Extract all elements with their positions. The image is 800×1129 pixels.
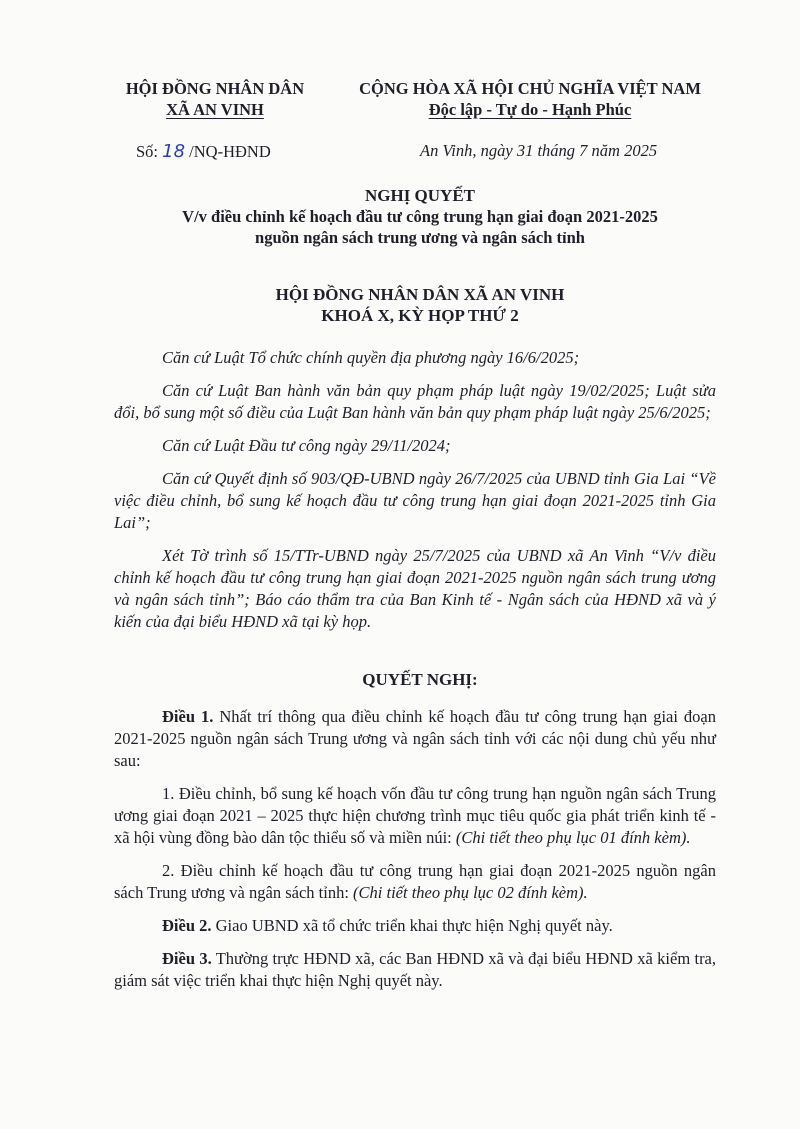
article-2: Điều 2. Giao UBND xã tổ chức triển khai thực hiện Nghị quyết này. xyxy=(162,916,613,935)
issuing-organization xyxy=(110,78,320,120)
national-motto xyxy=(340,78,720,120)
article-3: Điều 3. Thường trực HĐND xã, các Ban HĐND xã và đại biểu HĐND xã kiểm tra, giám sát việc triển khai thực hiện Nghị quyết này. xyxy=(114,949,717,990)
council-heading: HỘI ĐỒNG NHÂN DÂN XÃ AN VINH KHOÁ X, KỲ HỌP THỨ 2 xyxy=(275,285,565,325)
org-subname: XÃ AN VINH xyxy=(166,100,264,119)
preamble xyxy=(114,347,716,633)
article-1-item-1: 1. Điều chỉnh, bổ sung kế hoạch vốn đầu tư công trung hạn nguồn ngân sách Trung ương giai đoạn 2021 – 2025 thực hiện chương trình mục tiêu quốc gia phát triển kinh tế - xã hội vùng đồng bào dân tộc thiểu số và miền núi: (Chi tiết theo phụ lục 01 đính kèm). xyxy=(114,784,716,847)
handwritten-number: 18 xyxy=(162,141,186,162)
articles xyxy=(114,706,716,992)
motto: Độc lập - Tự do - Hạnh Phúc xyxy=(428,100,632,119)
org-name: HỘI ĐỒNG NHÂN DÂN xyxy=(125,79,305,98)
preamble-item: Xét Tờ trình số 15/TTr-UBND ngày 25/7/2025 của UBND xã An Vinh “V/v điều chỉnh kế hoạch đầu tư công trung hạn giai đoạn 2021-2025 nguồn ngân sách trung ương và ngân sách tỉnh”; Báo cáo thẩm tra của Ban Kinh tế - Ngân sách của HĐND xã và ý kiến của đại biểu HĐND xã tại kỳ họp. xyxy=(114,546,716,631)
title-subject-line1: V/v điều chỉnh kế hoạch đầu tư công trung hạn giai đoạn 2021-2025 xyxy=(182,207,658,226)
nation-name: CỘNG HÒA XÃ HỘI CHỦ NGHĨA VIỆT NAM xyxy=(359,79,701,98)
article-1-item-2: 2. Điều chỉnh kế hoạch đầu tư công trung hạn giai đoạn 2021-2025 nguồn ngân sách Trung ương và ngân sách tỉnh: (Chi tiết theo phụ lục 02 đính kèm). xyxy=(114,861,716,902)
preamble-item: Căn cứ Quyết định số 903/QĐ-UBND ngày 26/7/2025 của UBND tỉnh Gia Lai “Về việc điều chỉnh, bổ sung kế hoạch đầu tư công trung hạn giai đoạn 2021-2025 tỉnh Gia Lai”; xyxy=(114,469,716,532)
resolve-heading: QUYẾT NGHỊ: xyxy=(362,670,478,689)
title-subject-line2: nguồn ngân sách trung ương và ngân sách tỉnh xyxy=(255,228,585,247)
preamble-item: Căn cứ Luật Tổ chức chính quyền địa phương ngày 16/6/2025; xyxy=(162,348,580,367)
preamble-item: Căn cứ Luật Đầu tư công ngày 29/11/2024; xyxy=(162,436,451,455)
article-1: Điều 1. Nhất trí thông qua điều chỉnh kế hoạch đầu tư công trung hạn giai đoạn 2021-2025 nguồn ngân sách Trung ương và ngân sách tỉnh với các nội dung chủ yếu như sau: xyxy=(114,707,717,770)
document-number: Số: 18 /NQ-HĐND xyxy=(136,141,271,162)
document-title xyxy=(120,185,720,248)
title-type: NGHỊ QUYẾT xyxy=(364,186,476,205)
place-date: An Vinh, ngày 31 tháng 7 năm 2025 xyxy=(420,141,658,160)
preamble-item: Căn cứ Luật Ban hành văn bản quy phạm pháp luật ngày 19/02/2025; Luật sửa đổi, bổ sung một số điều của Luật Ban hành văn bản quy phạm pháp luật ngày 25/6/2025; xyxy=(114,381,716,422)
